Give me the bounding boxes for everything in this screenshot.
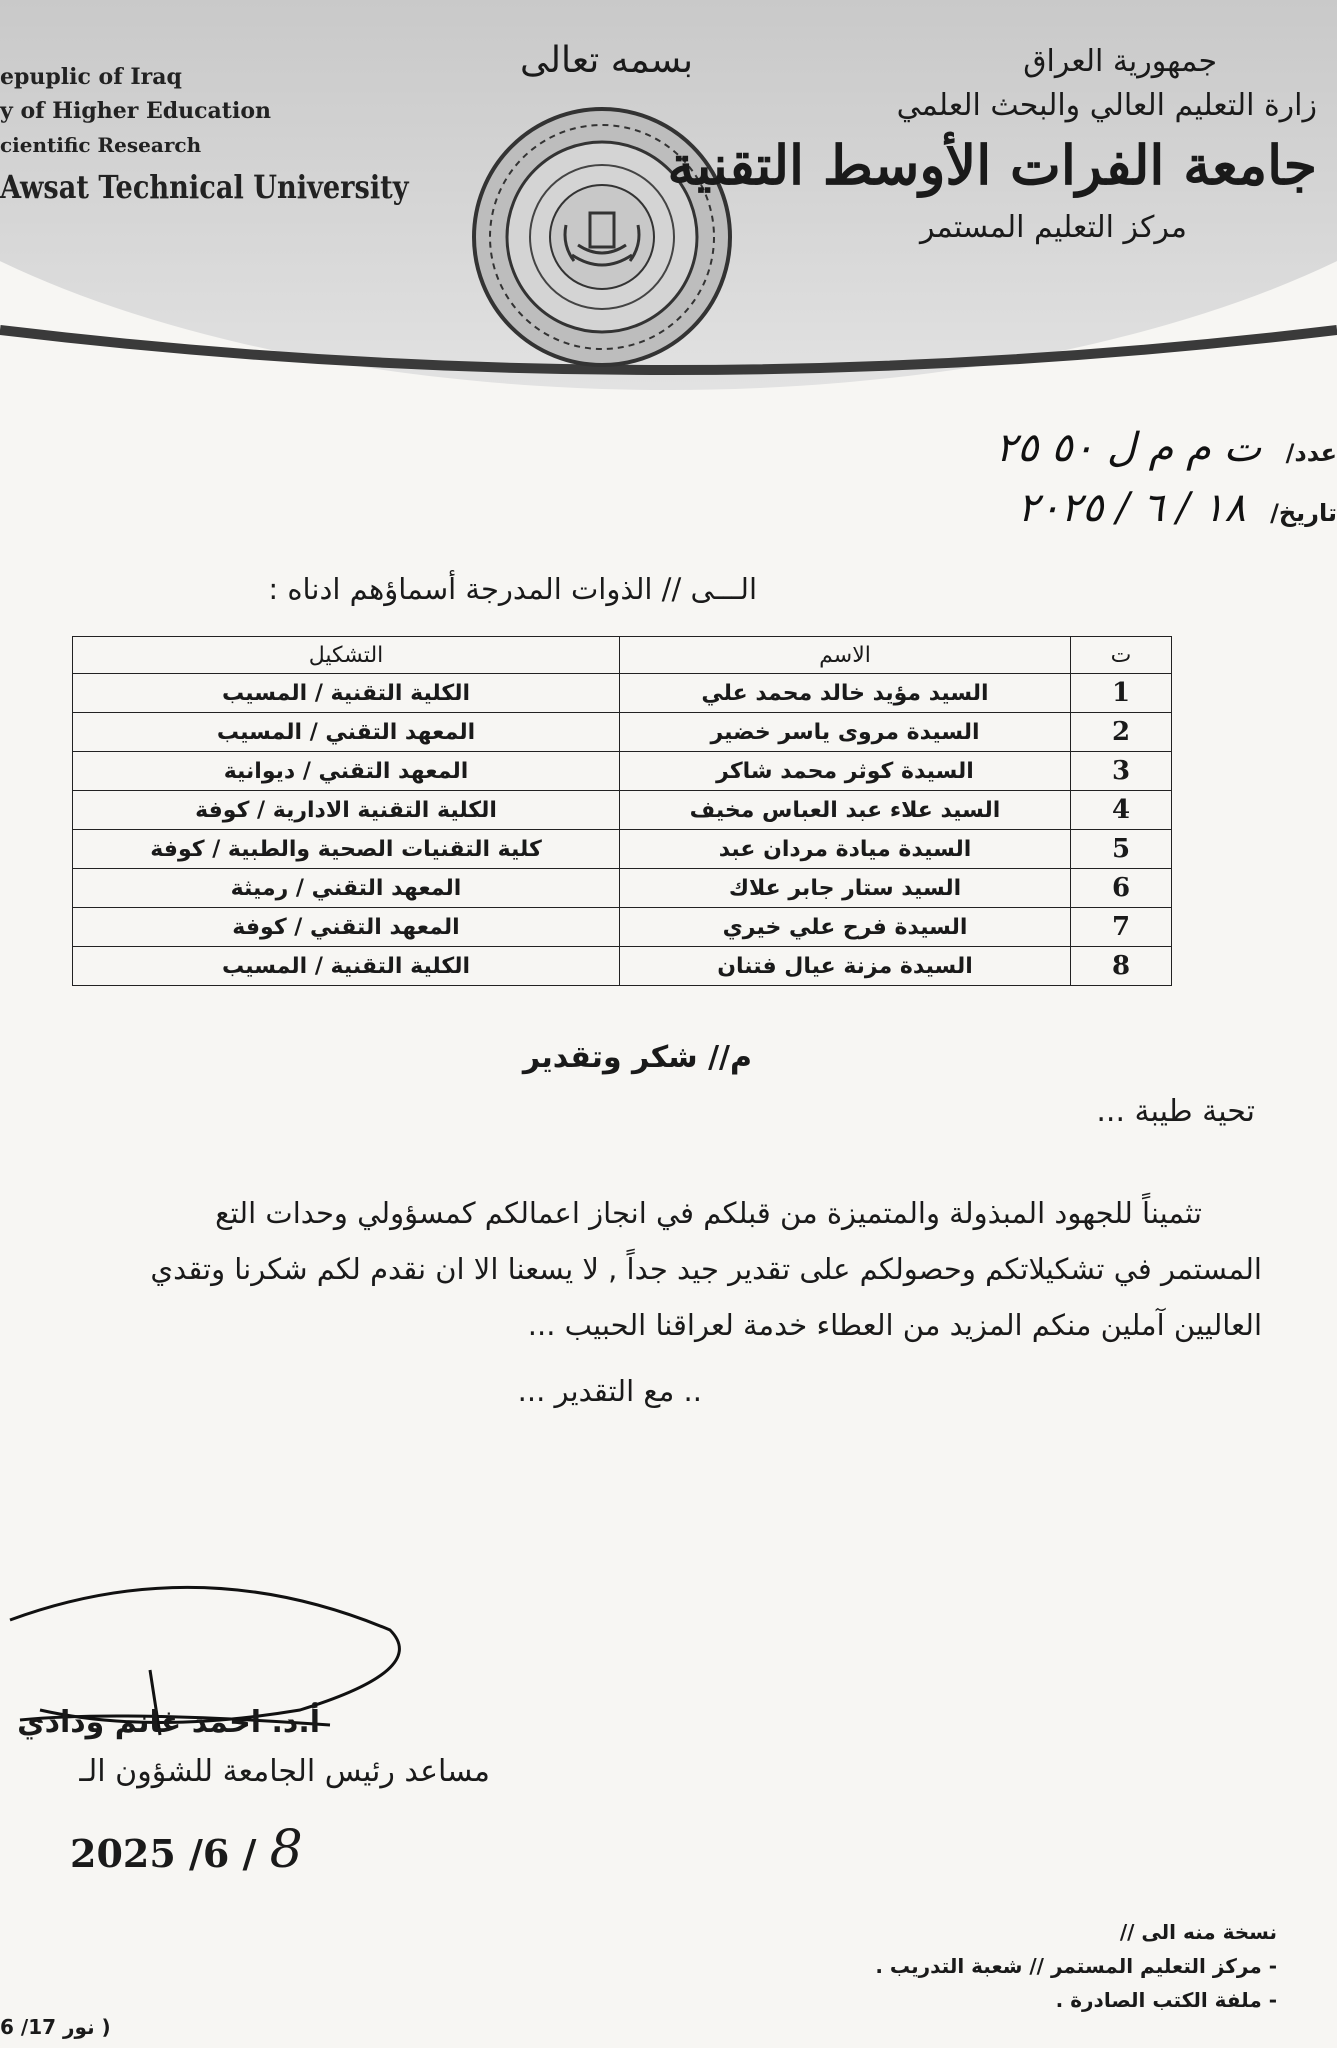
table-row [73,947,1172,986]
row-name: السيدة كوثر محمد شاكر [620,752,1071,791]
signer-name: أ.د. احمد غانم ودادي [17,1705,320,1740]
arabic-line-2: زارة التعليم العالي والبحث العلمي [896,88,1317,123]
reference-number [996,425,1337,471]
signer-block [0,1705,600,1789]
table-row [73,830,1172,869]
letter-body [0,1185,1262,1353]
addressee-line: الـــى // الذوات المدرجة أسماؤهم ادناه : [268,572,757,606]
row-formation: كلية التقنيات الصحية والطبية / كوفة [73,830,620,869]
copy-to-heading: نسخة منه الى // [1119,1920,1277,1944]
closing-line: .. مع التقدير ... [517,1374,702,1408]
row-number: 5 [1071,830,1172,869]
table-row [73,869,1172,908]
reference-date-label: تاريخ/ [1270,499,1337,527]
table-row [73,791,1172,830]
row-number: 8 [1071,947,1172,986]
table-header-row [73,637,1172,674]
center-name-arabic: مركز التعليم المستمر [919,210,1187,245]
subject-line: م// شكر وتقدير [522,1040,752,1075]
reference-number-value: ت م م ل ٥٠ ٢٥ [995,425,1262,471]
row-number: 1 [1071,674,1172,713]
names-table [72,636,1172,986]
basmala: بسمه تعالى [520,40,694,81]
signer-title: مساعد رئيس الجامعة للشؤون الـ [79,1754,490,1789]
row-name: السيدة ميادة مردان عبد [620,830,1071,869]
row-formation: المعهد التقني / المسيب [73,713,620,752]
reference-date-value: ١٨ / ٦ / ٢٠٢٥ [1017,485,1246,531]
row-number: 4 [1071,791,1172,830]
english-line-2: y of Higher Education [0,98,271,124]
english-line-1: epuplic of Iraq [0,64,182,90]
row-number: 3 [1071,752,1172,791]
copy-to-item: - مركز التعليم المستمر // شعبة التدريب . [875,1954,1277,1978]
header-formation: التشكيل [73,637,620,674]
row-formation: الكلية التقنية الادارية / كوفة [73,791,620,830]
table-row [73,752,1172,791]
body-line-2: المستمر في تشكيلاتكم وحصولكم على تقدير جيد جداً , لا يسعنا الا ان نقدم لكم شكرنا وتقدي [150,1252,1262,1286]
letterhead-english [0,60,481,204]
footer-code: ( نور 17/ 6 [0,2015,111,2039]
row-name: السيد ستار جابر علاك [620,869,1071,908]
row-name: السيدة مزنة عيال فتنان [620,947,1071,986]
body-line-3: العاليين آملين منكم المزيد من العطاء خدمة لعراقنا الحبيب ... [527,1308,1262,1342]
row-formation: المعهد التقني / كوفة [73,908,620,947]
copy-to-item: - ملفة الكتب الصادرة . [1055,1988,1277,2012]
row-formation: المعهد التقني / رميثة [73,869,620,908]
row-formation: الكلية التقنية / المسيب [73,674,620,713]
arabic-line-1: جمهورية العراق [1023,44,1217,79]
copy-to-block [875,1915,1277,2017]
row-name: السيدة مروى ياسر خضير [620,713,1071,752]
body-line-1: تثميناً للجهود المبذولة والمتميزة من قبلكم في انجاز اعمالكم كمسؤولي وحدات التع [215,1196,1202,1230]
table-row [73,908,1172,947]
row-number: 7 [1071,908,1172,947]
signature-date [70,1820,303,1880]
row-name: السيد مؤيد خالد محمد علي [620,674,1071,713]
row-number: 2 [1071,713,1172,752]
reference-number-label: عدد/ [1285,439,1337,467]
signature-date-handwritten: 8 [269,1820,303,1880]
english-line-3: cientific Research [0,133,202,157]
table-row [73,674,1172,713]
reference-date [1018,485,1337,531]
row-formation: الكلية التقنية / المسيب [73,947,620,986]
signature-date-printed: 2025 /6 / [70,1831,257,1876]
row-number: 6 [1071,869,1172,908]
header-name: الاسم [620,637,1071,674]
greeting: تحية طيبة ... [1096,1094,1255,1129]
english-line-4: Awsat Technical University [0,168,409,206]
row-name: السيدة فرح علي خيري [620,908,1071,947]
row-name: السيد علاء عبد العباس مخيف [620,791,1071,830]
university-name-arabic: جامعة الفرات الأوسط التقنية [667,133,1317,197]
table-row [73,713,1172,752]
header-number: ت [1071,637,1172,674]
row-formation: المعهد التقني / ديوانية [73,752,620,791]
letterhead-arabic [667,40,1317,250]
